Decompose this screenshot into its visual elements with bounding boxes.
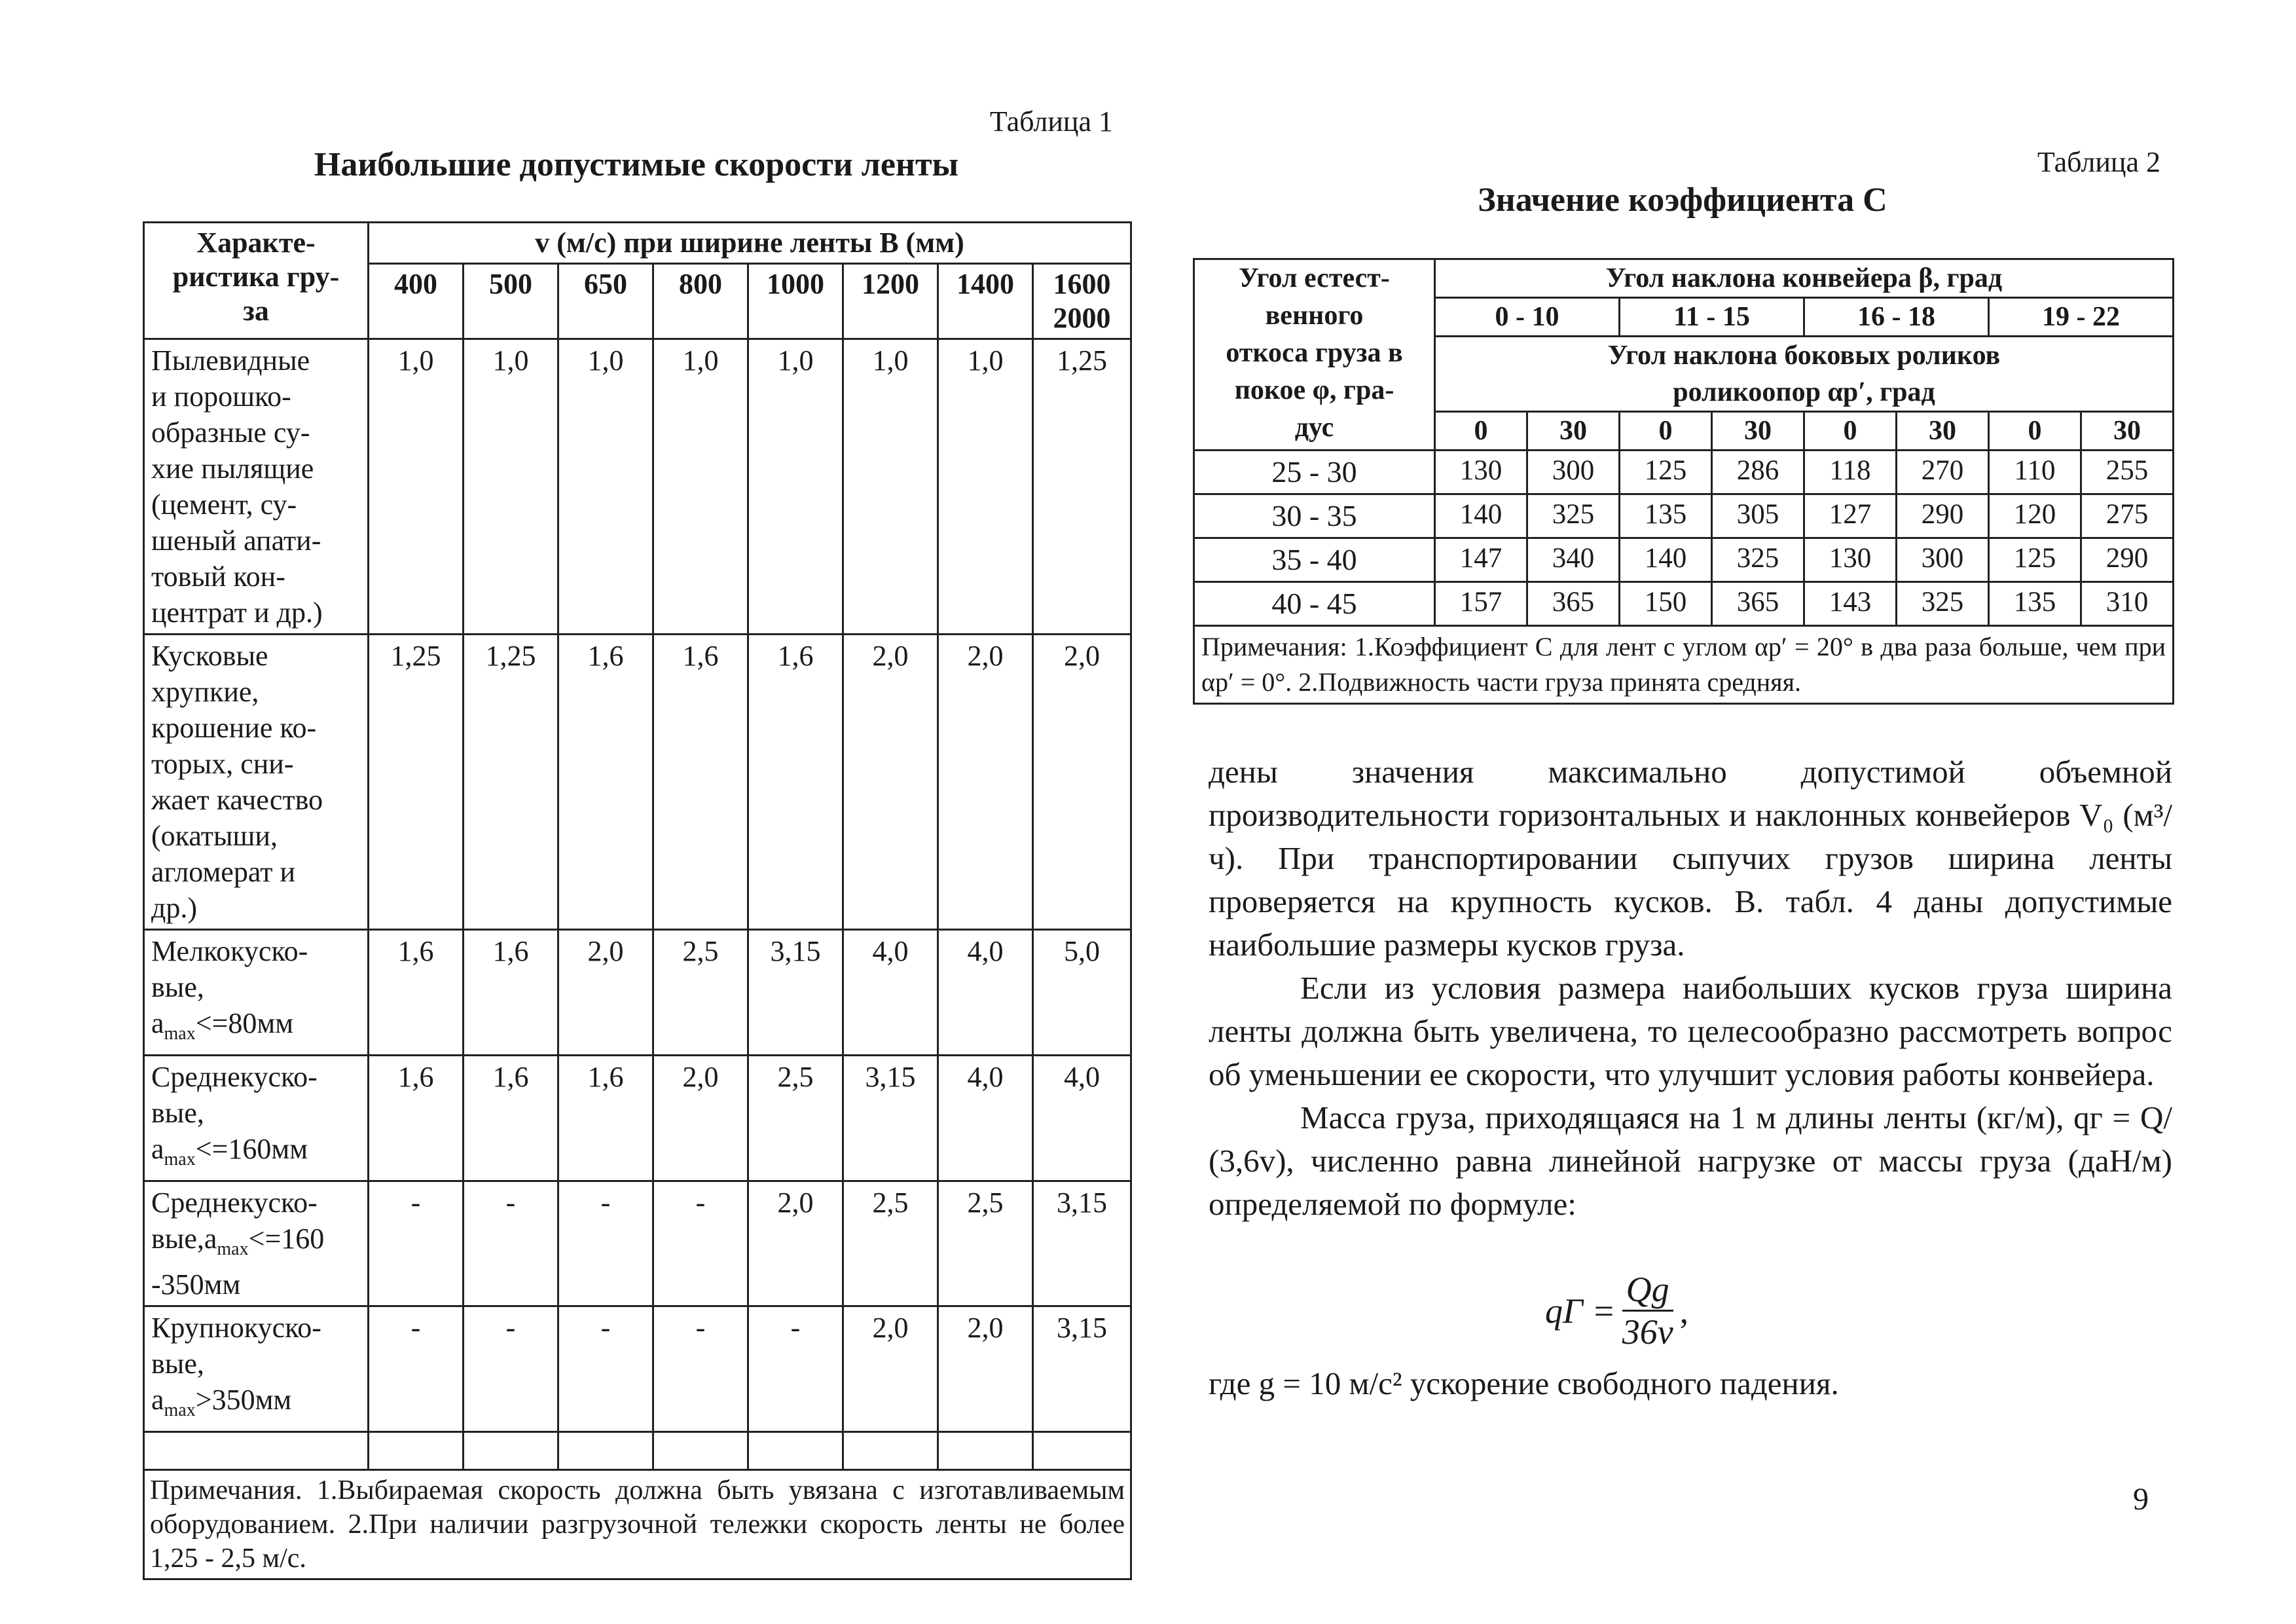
- t2-cell: 340: [1527, 538, 1620, 582]
- t2-cell: 130: [1804, 538, 1897, 582]
- table2: [1193, 258, 2174, 705]
- t2-cell: 140: [1435, 494, 1527, 538]
- t2-cell: 310: [2081, 582, 2174, 626]
- table-row: [1194, 494, 2174, 538]
- t1-cell: -: [653, 1306, 748, 1432]
- table-row: [1194, 538, 2174, 582]
- t2-cell: 275: [2081, 494, 2174, 538]
- t1-cell: -: [558, 1181, 653, 1306]
- paragraph: Масса груза, приходящаяся на 1 м длины ленты (кг/м), qг = Q/ (3,6v), численно равна линейной нагрузке от массы груза (даН/м) определяемой по формуле:: [1209, 1099, 2172, 1222]
- where-text: где g = 10 м/с² ускорение свободного падения.: [1209, 1365, 1839, 1401]
- t2-cell: 270: [1897, 451, 1989, 494]
- t1-header-speed: v (м/с) при ширине ленты В (мм): [369, 223, 1131, 264]
- t2-roller-angle: 30: [1897, 412, 1989, 451]
- formula-fraction: [1622, 1269, 1673, 1352]
- t2-cell: 127: [1804, 494, 1897, 538]
- t2-cell: 143: [1804, 582, 1897, 626]
- t1-cell: 2,0: [653, 1055, 748, 1181]
- t2-note: Примечания: 1.Коэффициент C для лент с углом αр′ = 20° в два раза больше, чем при αр′ = 0°. 2.Подвижность части груза принята средняя.: [1194, 626, 2174, 704]
- t2-cell: 300: [1897, 538, 1989, 582]
- formula-denominator: 36v: [1622, 1312, 1673, 1352]
- t2-header-angle: Угол естест- венного откоса груза в покое φ, гра- дус: [1194, 259, 1435, 451]
- t1-category: Среднекуско- $вые,a_{max}<=160$ -350мм: [144, 1181, 369, 1306]
- t2-roller-angle: 0: [1620, 412, 1712, 451]
- table-row: [144, 339, 1131, 635]
- t1-cell: 1,0: [843, 339, 938, 635]
- t2-cell: 290: [2081, 538, 2174, 582]
- t2-roller-angle: 0: [1804, 412, 1897, 451]
- t1-cell: 4,0: [843, 930, 938, 1056]
- t2-cell: 120: [1989, 494, 2081, 538]
- formula: [1545, 1269, 1688, 1352]
- t2-incline-range: 16 - 18: [1804, 298, 1989, 337]
- t2-cell: 325: [1527, 494, 1620, 538]
- t1-cell: 1,6: [558, 635, 653, 930]
- t2-roller-angle: 0: [1989, 412, 2081, 451]
- t1-cell: 1,0: [558, 339, 653, 635]
- t1-cell: 3,15: [1033, 1181, 1131, 1306]
- t1-cell: 2,0: [558, 930, 653, 1056]
- t2-cell: 140: [1620, 538, 1712, 582]
- t1-category: Среднекуско- вые, $a_{max}<=160мм$: [144, 1055, 369, 1181]
- t2-cell: 290: [1897, 494, 1989, 538]
- t1-category: Крупнокуско- вые, $a_{max}>350мм$: [144, 1306, 369, 1432]
- t1-cell: -: [653, 1181, 748, 1306]
- t2-cell: 147: [1435, 538, 1527, 582]
- t2-cell: 365: [1712, 582, 1804, 626]
- t2-header-roller: Угол наклона боковых роликов роликоопор αр′, град: [1435, 337, 2174, 412]
- t2-range: 35 - 40: [1194, 538, 1435, 582]
- t1-cell: 2,5: [843, 1181, 938, 1306]
- t1-cell: 1,25: [464, 635, 558, 930]
- table-row: [144, 1306, 1131, 1432]
- t1-cell: -: [369, 1306, 464, 1432]
- t1-cell: 4,0: [938, 930, 1033, 1056]
- t1-width-500: 500: [464, 264, 558, 339]
- table1-label: Таблица 1: [989, 105, 1113, 138]
- t1-cell: 1,6: [748, 635, 843, 930]
- t1-cell: 2,0: [1033, 635, 1131, 930]
- t1-category: Кусковые хрупкие, крошение ко- торых, сни- жает качество (окатыши, агломерат и др.): [144, 635, 369, 930]
- t1-cell: -: [748, 1306, 843, 1432]
- t1-width-800: 800: [653, 264, 748, 339]
- t1-cell: 2,0: [938, 1306, 1033, 1432]
- table1: [143, 221, 1132, 1580]
- t1-cell: 1,0: [748, 339, 843, 635]
- t2-roller-angle: 30: [1527, 412, 1620, 451]
- t2-cell: 300: [1527, 451, 1620, 494]
- t1-note: Примечания. 1.Выбираемая скорость должна быть увязана с изготавливаемым оборудованием. 2.При наличии разгрузочной тележки скорость ленты не более 1,25 - 2,5 м/с.: [144, 1470, 1131, 1579]
- t2-cell: 125: [1989, 538, 2081, 582]
- t2-cell: 150: [1620, 582, 1712, 626]
- t1-cell: 2,0: [843, 635, 938, 930]
- t1-cell: 1,25: [369, 635, 464, 930]
- table-row: [1194, 582, 2174, 626]
- t1-cell: 1,6: [369, 930, 464, 1056]
- t2-cell: 255: [2081, 451, 2174, 494]
- t2-cell: 135: [1989, 582, 2081, 626]
- t2-incline-range: 0 - 10: [1435, 298, 1620, 337]
- table-row: [144, 930, 1131, 1056]
- t1-cell: 4,0: [1033, 1055, 1131, 1181]
- t1-cell: 2,5: [653, 930, 748, 1056]
- t2-cell: 157: [1435, 582, 1527, 626]
- t1-width-650: 650: [558, 264, 653, 339]
- t2-cell: 125: [1620, 451, 1712, 494]
- t1-cell: 1,6: [369, 1055, 464, 1181]
- t2-range: 30 - 35: [1194, 494, 1435, 538]
- t1-cell: 3,15: [748, 930, 843, 1056]
- table-row-empty: [144, 1432, 1131, 1470]
- t1-width-1000: 1000: [748, 264, 843, 339]
- table-row: [144, 1181, 1131, 1306]
- t2-cell: 110: [1989, 451, 2081, 494]
- t1-cell: 1,0: [653, 339, 748, 635]
- t1-cell: -: [558, 1306, 653, 1432]
- t1-cell: 1,0: [369, 339, 464, 635]
- t1-cell: 1,6: [464, 930, 558, 1056]
- t2-header-incline: Угол наклона конвейера β, град: [1435, 259, 2174, 298]
- t1-category: Пылевидные и порошко- образные су- хие пылящие (цемент, су- шеный апати- товый кон- центрат и др.): [144, 339, 369, 635]
- t1-cell: 2,5: [938, 1181, 1033, 1306]
- t1-cell: 5,0: [1033, 930, 1131, 1056]
- t2-roller-angle: 30: [2081, 412, 2174, 451]
- t1-header-characteristic: Характе- ристика гру- за: [144, 223, 369, 339]
- paragraph: дены значения максимально допустимой объемной производительности горизонтальных и наклонных конвейеров V₀ (м³/ч). При транспортировании сыпучих грузов ширина ленты проверяется на крупность кусков. В. табл. 4 даны допустимые наибольшие размеры кусков груза.: [1209, 754, 2172, 963]
- t1-cell: 2,0: [748, 1181, 843, 1306]
- t2-range: 25 - 30: [1194, 451, 1435, 494]
- t1-cell: -: [464, 1181, 558, 1306]
- formula-lhs: qГ =: [1545, 1291, 1616, 1331]
- t1-cell: 3,15: [843, 1055, 938, 1181]
- t1-cell: 2,0: [938, 635, 1033, 930]
- t2-incline-range: 19 - 22: [1989, 298, 2174, 337]
- t1-cell: -: [369, 1181, 464, 1306]
- t1-cell: 2,0: [843, 1306, 938, 1432]
- t1-width-1600-2000: 1600 2000: [1033, 264, 1131, 339]
- t1-cell: 1,25: [1033, 339, 1131, 635]
- t1-width-1200: 1200: [843, 264, 938, 339]
- t2-cell: 305: [1712, 494, 1804, 538]
- t2-cell: 118: [1804, 451, 1897, 494]
- table2-title: Значение коэффициента С: [1478, 181, 1887, 219]
- t1-cell: -: [464, 1306, 558, 1432]
- t2-cell: 286: [1712, 451, 1804, 494]
- t2-range: 40 - 45: [1194, 582, 1435, 626]
- formula-tail: ,: [1679, 1291, 1689, 1331]
- table-row: [1194, 451, 2174, 494]
- paragraph: Если из условия размера наибольших кусков груза ширина ленты должна быть увеличена, то целесообразно рассмотреть вопрос об уменьшении ее скорости, что улучшит условия работы конвейера.: [1209, 970, 2172, 1092]
- t1-cell: 3,15: [1033, 1306, 1131, 1432]
- t2-roller-angle: 30: [1712, 412, 1804, 451]
- t1-category: Мелкокуско- вые, $a_{max}<=80мм$: [144, 930, 369, 1056]
- t1-cell: 4,0: [938, 1055, 1033, 1181]
- formula-numerator: Qg: [1622, 1269, 1673, 1312]
- t1-cell: 2,5: [748, 1055, 843, 1181]
- table-row: [144, 1055, 1131, 1181]
- table1-title: Наибольшие допустимые скорости ленты: [314, 146, 959, 183]
- body-text: [1209, 750, 2172, 1226]
- t1-width-1400: 1400: [938, 264, 1033, 339]
- t1-cell: 1,6: [558, 1055, 653, 1181]
- table-row: [144, 635, 1131, 930]
- t2-roller-angle: 0: [1435, 412, 1527, 451]
- t2-cell: 365: [1527, 582, 1620, 626]
- t2-cell: 135: [1620, 494, 1712, 538]
- t1-cell: 1,0: [464, 339, 558, 635]
- t1-cell: 1,6: [653, 635, 748, 930]
- t1-cell: 1,0: [938, 339, 1033, 635]
- t2-cell: 325: [1712, 538, 1804, 582]
- t2-cell: 325: [1897, 582, 1989, 626]
- t1-cell: 1,6: [464, 1055, 558, 1181]
- t1-width-400: 400: [369, 264, 464, 339]
- page-number: 9: [2133, 1482, 2149, 1517]
- table2-label: Таблица 2: [2037, 146, 2160, 178]
- t2-cell: 130: [1435, 451, 1527, 494]
- t2-incline-range: 11 - 15: [1620, 298, 1804, 337]
